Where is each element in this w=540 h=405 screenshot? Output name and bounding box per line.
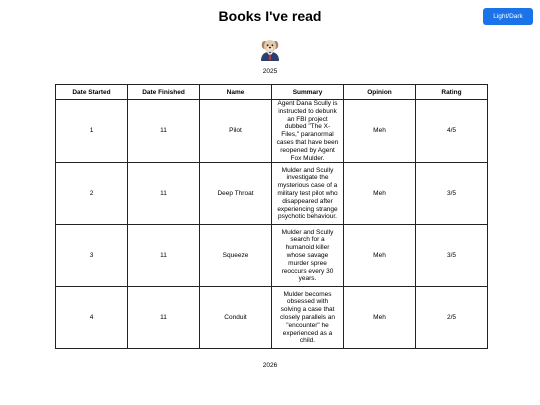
rating-cell: 4/5 xyxy=(416,100,488,163)
opinion-cell: Meh xyxy=(344,163,416,225)
books-table xyxy=(55,84,488,349)
column-header-opinion: Opinion xyxy=(344,85,416,100)
date-started-cell: 4 xyxy=(56,287,128,349)
year-heading-2026: 2026 xyxy=(262,362,278,369)
name-cell: Conduit xyxy=(200,287,272,349)
summary-cell: Mulder becomes obsessed with solving a case that closely parallels an "encounter" he experienced as a child. xyxy=(272,287,344,349)
date-finished-cell: 11 xyxy=(128,100,200,163)
summary-cell: Mulder and Scully investigate the mysterious case of a military test pilot who disappeared after experiencing strange psychotic behaviour. xyxy=(272,163,344,225)
table-row xyxy=(56,225,488,287)
column-header-summary: Summary xyxy=(272,85,344,100)
date-finished-cell: 11 xyxy=(128,225,200,287)
date-finished-cell: 11 xyxy=(128,163,200,225)
year-heading-2025: 2025 xyxy=(262,68,278,75)
table-row xyxy=(56,287,488,349)
summary-cell: Mulder and Scully search for a humanoid killer whose savage murder spree reoccurs every 30 years. xyxy=(272,225,344,287)
rating-cell: 2/5 xyxy=(416,287,488,349)
light-dark-toggle-button[interactable]: Light/Dark xyxy=(483,8,533,25)
column-header-rating: Rating xyxy=(416,85,488,100)
name-cell: Deep Throat xyxy=(200,163,272,225)
summary-cell: Agent Dana Scully is instructed to debunk an FBI project dubbed "The X-Files," paranormal cases that have been reopened by Agent Fox Mulder. xyxy=(272,100,344,163)
name-cell: Pilot xyxy=(200,100,272,163)
opinion-cell: Meh xyxy=(344,225,416,287)
date-started-cell: 1 xyxy=(56,100,128,163)
name-cell: Squeeze xyxy=(200,225,272,287)
column-header-name: Name xyxy=(200,85,272,100)
table-row xyxy=(56,163,488,225)
rating-cell: 3/5 xyxy=(416,163,488,225)
date-started-cell: 3 xyxy=(56,225,128,287)
table-header-row xyxy=(56,85,488,100)
opinion-cell: Meh xyxy=(344,100,416,163)
opinion-cell: Meh xyxy=(344,287,416,349)
rating-cell: 3/5 xyxy=(416,225,488,287)
table-row xyxy=(56,100,488,163)
column-header-date-started: Date Started xyxy=(56,85,128,100)
page-title: Books I've read xyxy=(218,8,322,24)
column-header-date-finished: Date Finished xyxy=(128,85,200,100)
dog-avatar-icon xyxy=(258,37,282,61)
date-started-cell: 2 xyxy=(56,163,128,225)
date-finished-cell: 11 xyxy=(128,287,200,349)
